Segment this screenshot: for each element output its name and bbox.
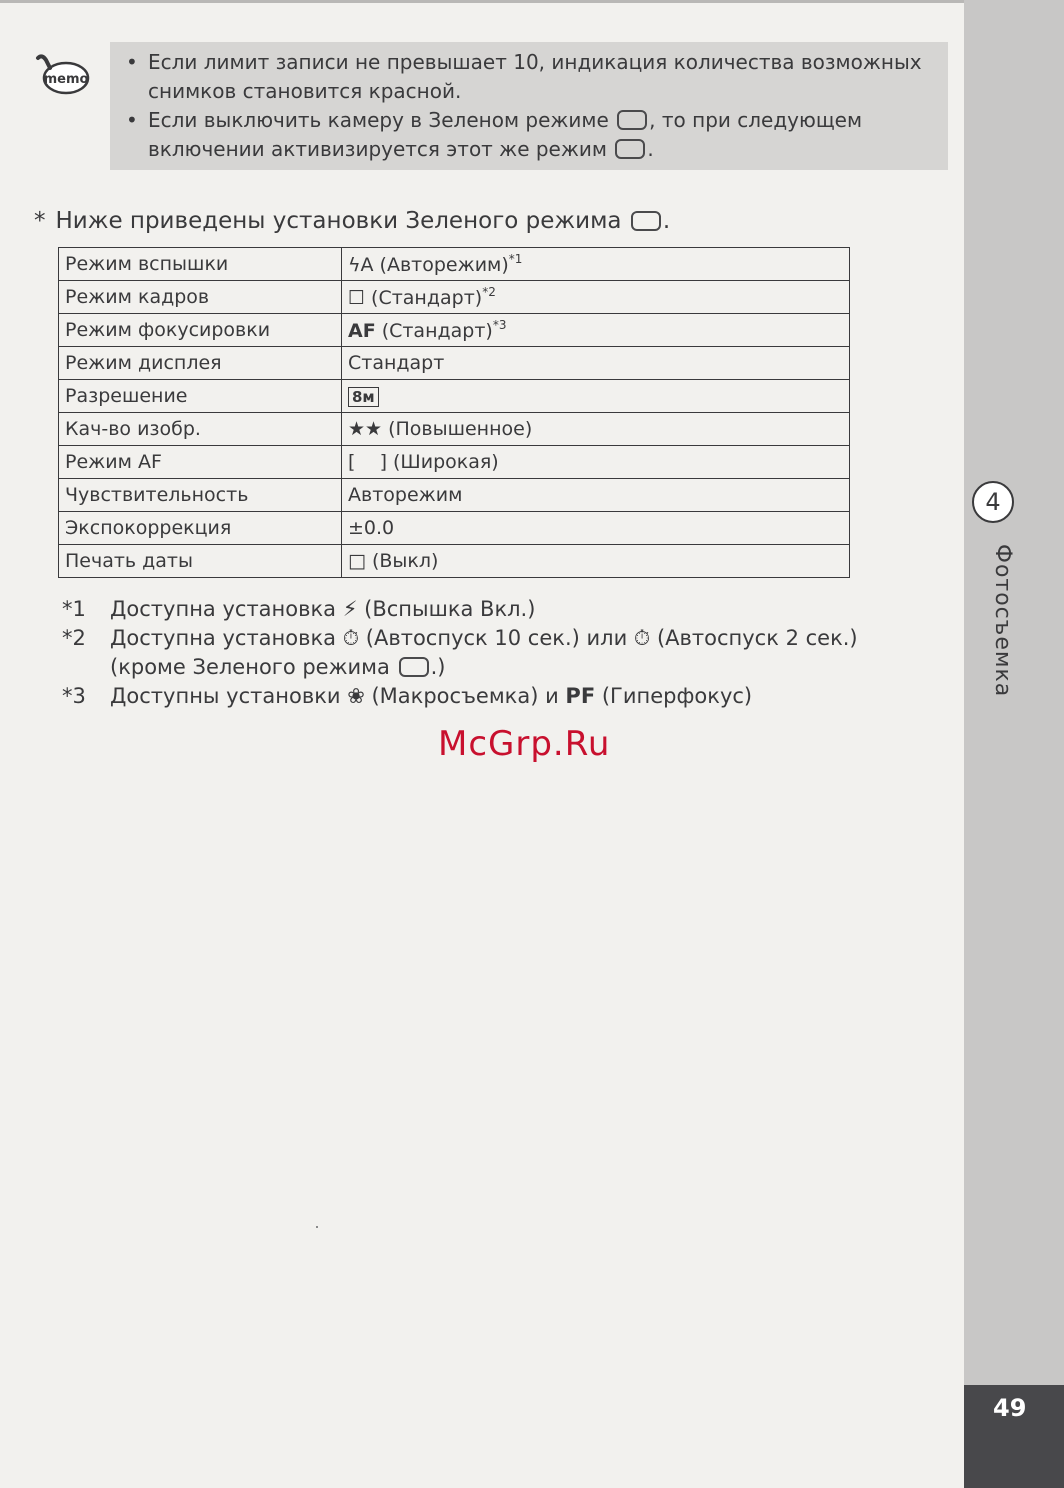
watermark: McGrp.Ru <box>438 724 611 764</box>
setting-label: Режим кадров <box>59 281 342 314</box>
intro-line <box>34 208 670 234</box>
intro-end: . <box>662 208 671 234</box>
setting-label: Режим дисплея <box>59 347 342 380</box>
green-mode-icon <box>399 657 429 677</box>
footnote <box>62 595 952 624</box>
footnote <box>62 682 952 711</box>
footnote <box>62 624 952 682</box>
green-mode-icon <box>615 139 645 159</box>
green-mode-icon <box>631 211 661 231</box>
memo-item-text-mid: , то при следующем включении активизируется этот же режим <box>148 108 863 161</box>
footnotes <box>62 595 952 711</box>
memo-box <box>110 42 948 170</box>
footnote-bold: PF <box>565 684 596 708</box>
single-frame-icon: ☐ <box>348 287 366 309</box>
setting-value-cell <box>342 413 850 446</box>
table-row <box>59 314 850 347</box>
footnote-text-end: (Гиперфокус) <box>595 684 753 708</box>
wide-af-icon: [ ] <box>348 451 387 473</box>
chapter-number-badge: 4 <box>972 481 1014 523</box>
memo-item-text: Если выключить камеру в Зеленом режиме <box>148 108 609 132</box>
settings-table-body <box>59 248 850 578</box>
setting-value: Авторежим <box>348 484 463 506</box>
setting-label: Печать даты <box>59 545 342 578</box>
green-mode-settings-table <box>58 247 850 578</box>
setting-label: Разрешение <box>59 380 342 413</box>
setting-value: Стандарт <box>348 352 445 374</box>
setting-label: Чувствительность <box>59 479 342 512</box>
table-row <box>59 479 850 512</box>
chapter-title: Фотосъемка <box>990 544 1015 698</box>
table-row <box>59 413 850 446</box>
setting-value-cell <box>342 446 850 479</box>
page-number: 49 <box>993 1394 1027 1422</box>
footnote-mark: *2 <box>62 626 86 650</box>
footnote-ref: *2 <box>482 285 496 299</box>
intro-asterisk: * <box>34 208 46 234</box>
memo-item-text: Если лимит записи не превышает 10, индикация количества возможных снимков становится красной. <box>148 50 922 103</box>
setting-label: Режим AF <box>59 446 342 479</box>
table-row <box>59 545 850 578</box>
footnote-text: (кроме Зеленого режима <box>110 655 390 679</box>
footnote-mark: *3 <box>62 684 86 708</box>
top-rule <box>0 0 964 3</box>
footnote-ref: *1 <box>508 252 523 266</box>
setting-value-cell <box>342 347 850 380</box>
setting-value-cell <box>342 380 850 413</box>
memo-item <box>124 106 934 164</box>
setting-value: (Авторежим) <box>379 254 509 276</box>
setting-value-cell <box>342 281 850 314</box>
setting-value: (Выкл) <box>371 550 439 572</box>
table-row <box>59 512 850 545</box>
setting-label: Экспокоррекция <box>59 512 342 545</box>
side-tab-strip <box>964 0 1064 1488</box>
memo-item <box>124 48 934 106</box>
setting-label: Кач-во изобр. <box>59 413 342 446</box>
af-icon: AF <box>348 320 376 342</box>
table-row <box>59 380 850 413</box>
setting-value: (Стандарт) <box>381 320 493 342</box>
date-off-icon: □ <box>348 550 366 572</box>
footnote-text: Доступна установка ⏱ (Автоспуск 10 сек.) или ⏱ (Автоспуск 2 сек.) <box>110 626 858 650</box>
setting-value: (Широкая) <box>392 451 499 473</box>
footnote-text: Доступна установка ⚡ (Вспышка Вкл.) <box>110 597 536 621</box>
footnote-mark: *1 <box>62 597 86 621</box>
setting-label: Режим фокусировки <box>59 314 342 347</box>
memo-icon-label: memo <box>43 72 89 87</box>
setting-value: (Стандарт) <box>371 287 483 309</box>
memo-icon <box>32 52 92 100</box>
table-row <box>59 446 850 479</box>
table-row <box>59 281 850 314</box>
footnote-text-end: .) <box>430 655 446 679</box>
setting-value: (Повышенное) <box>388 418 533 440</box>
flash-auto-icon: ϟA <box>348 254 374 276</box>
setting-value-cell <box>342 479 850 512</box>
setting-value-cell <box>342 314 850 347</box>
setting-value-cell <box>342 248 850 281</box>
resolution-8m-icon: 8м <box>348 387 379 407</box>
intro-text: Ниже приведены установки Зеленого режима <box>55 208 622 234</box>
setting-value-cell <box>342 512 850 545</box>
footnote-ref: *3 <box>492 318 507 332</box>
table-row <box>59 347 850 380</box>
memo-item-text-end: . <box>647 137 654 161</box>
quality-stars-icon: ★★ <box>348 418 383 440</box>
setting-label: Режим вспышки <box>59 248 342 281</box>
green-mode-icon <box>617 110 647 130</box>
table-row <box>59 248 850 281</box>
scan-speck <box>316 1226 318 1228</box>
setting-value-cell <box>342 545 850 578</box>
footnote-text: Доступны установки ❀ (Макросъемка) и <box>110 684 566 708</box>
setting-value: ±0.0 <box>348 517 395 539</box>
